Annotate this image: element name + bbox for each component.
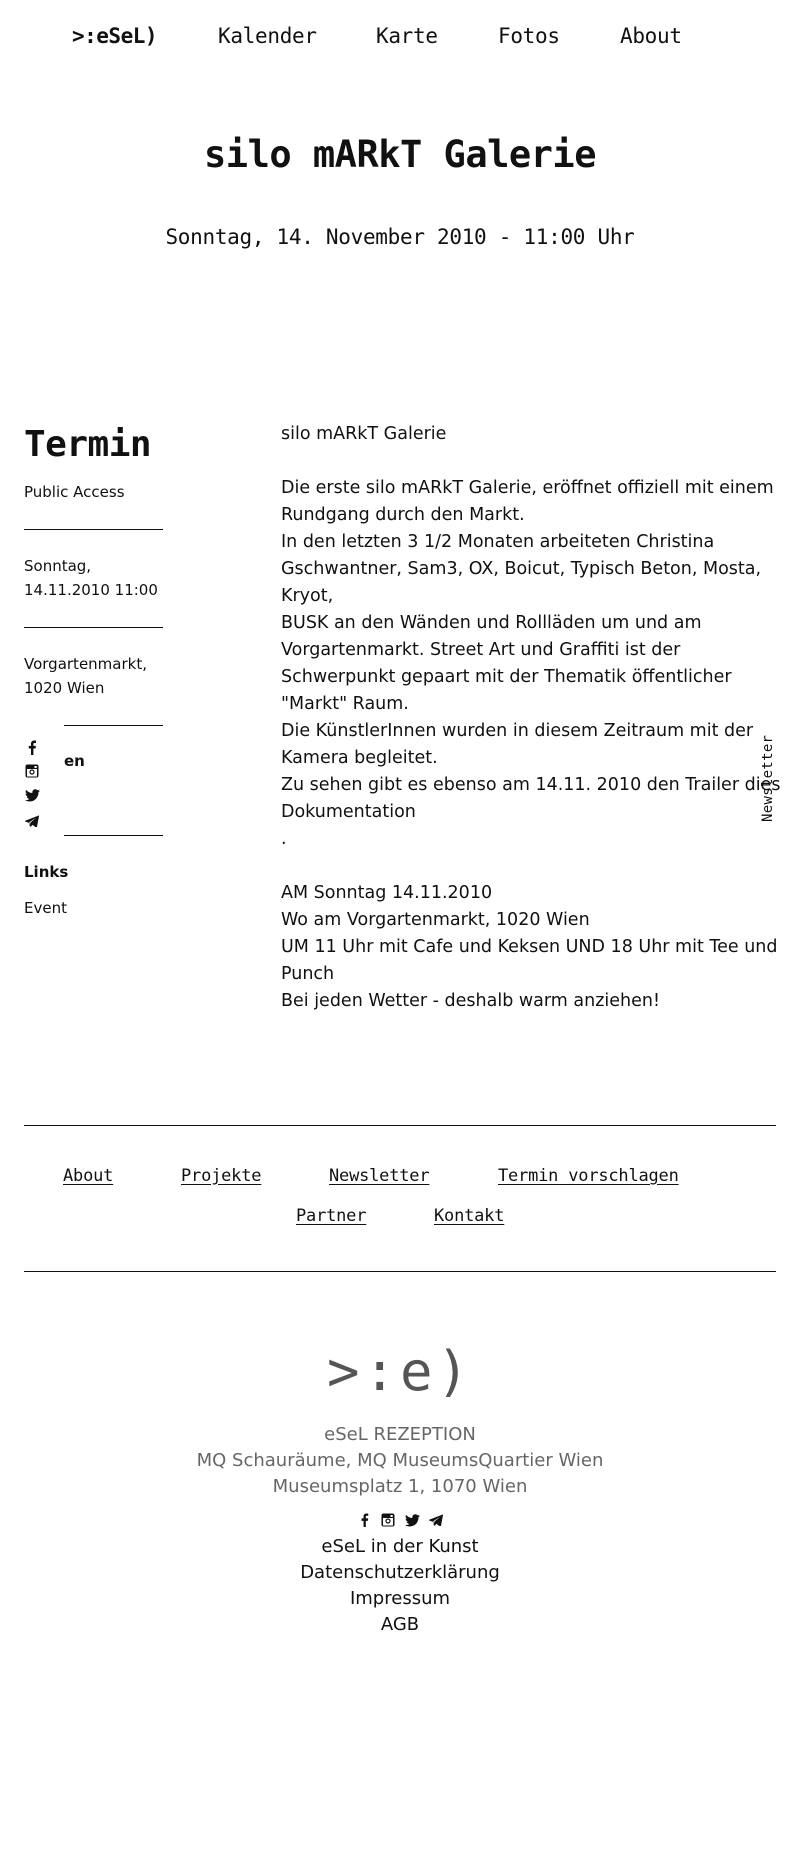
footer-divider-top: [24, 1125, 776, 1126]
link-event[interactable]: Event: [24, 899, 67, 917]
footer-link-agb[interactable]: AGB: [380, 1614, 420, 1635]
footer-address-line3: Museumsplatz 1, 1070 Wien: [272, 1476, 528, 1497]
site-logo[interactable]: >:eSeL): [72, 24, 158, 48]
divider: [24, 627, 163, 628]
footer-link-esel-in-der-kunst[interactable]: eSeL in der Kunst: [321, 1536, 479, 1557]
twitter-icon[interactable]: [24, 787, 40, 803]
footer-link-termin-vorschlagen[interactable]: Termin vorschlagen: [498, 1166, 679, 1186]
links-heading: Links: [24, 863, 69, 881]
instagram-icon[interactable]: [24, 763, 40, 779]
footer-logo[interactable]: >:e): [326, 1340, 474, 1403]
footer-address-line2: MQ Schauräume, MQ MuseumsQuartier Wien: [196, 1450, 604, 1471]
twitter-icon[interactable]: [404, 1512, 420, 1528]
footer-divider-bottom: [24, 1271, 776, 1272]
event-location-line2: 1020 Wien: [24, 679, 105, 697]
event-location-line1: Vorgartenmarkt,: [24, 655, 147, 673]
event-datetime-line2: 14.11.2010 11:00: [24, 581, 158, 599]
language-switch-en[interactable]: en: [64, 752, 85, 770]
footer-link-projekte[interactable]: Projekte: [181, 1166, 262, 1186]
footer-links: [0, 1534, 800, 1638]
facebook-icon[interactable]: [24, 739, 40, 755]
nav-link-karte[interactable]: Karte: [376, 24, 438, 48]
description-paragraph: AM Sonntag 14.11.2010 Wo am Vorgartenmarkt, 1020 Wien UM 11 Uhr mit Cafe und Keksen UND 18 Uhr mit Tee und Punch Bei jeden Wetter - deshalb warm anziehen!: [281, 883, 778, 1011]
footer-link-kontakt[interactable]: Kontakt: [434, 1206, 505, 1226]
sidebar-heading: Termin: [24, 424, 152, 465]
event-datetime-line1: Sonntag,: [24, 557, 92, 575]
nav-link-kalender[interactable]: Kalender: [218, 24, 317, 48]
divider: [24, 529, 163, 530]
footer-address-line1: eSeL REZEPTION: [324, 1424, 476, 1445]
instagram-icon[interactable]: [380, 1512, 396, 1528]
description-paragraph: Die erste silo mARkT Galerie, eröffnet offiziell mit einem Rundgang durch den Markt. In den letzten 3 1/2 Monaten arbeiteten Christina Gschwantner, Sam3, OX, Boicut, Typisch Beton, Mosta, Kryot, BUSK an den Wänden und Rollläden um und am Vorgartenmarkt. Street Art und Graffiti ist der Schwerpunkt gepaart mit der Thematik öffentlicher "Markt" Raum. Die KünstlerInnen wurden in diesem Zeitraum mit der Kamera begleitet. Zu sehen gibt es ebenso am 14.11. 2010 den Trailer dies Dokumentation .: [281, 478, 781, 849]
footer-link-partner[interactable]: Partner: [296, 1206, 367, 1226]
facebook-icon[interactable]: [356, 1512, 372, 1528]
page-title: silo mARkT Galerie: [204, 133, 596, 176]
top-navigation: [0, 22, 800, 52]
footer-link-datenschutz[interactable]: Datenschutzerklärung: [300, 1562, 500, 1583]
event-description: [281, 421, 781, 1015]
footer-link-newsletter[interactable]: Newsletter: [329, 1166, 430, 1186]
newsletter-tab[interactable]: Newsletter: [760, 734, 776, 822]
footer-link-about[interactable]: About: [63, 1166, 114, 1186]
footer-social-icons: [0, 1512, 800, 1528]
divider: [64, 725, 163, 726]
description-paragraph: silo mARkT Galerie: [281, 424, 447, 444]
telegram-icon[interactable]: [428, 1512, 444, 1528]
footer-link-impressum[interactable]: Impressum: [349, 1588, 451, 1609]
nav-link-fotos[interactable]: Fotos: [498, 24, 560, 48]
nav-link-about[interactable]: About: [620, 24, 682, 48]
divider: [64, 835, 163, 836]
telegram-icon[interactable]: [24, 813, 40, 829]
event-category: Public Access: [24, 483, 125, 501]
event-date-heading: Sonntag, 14. November 2010 - 11:00 Uhr: [165, 225, 635, 249]
